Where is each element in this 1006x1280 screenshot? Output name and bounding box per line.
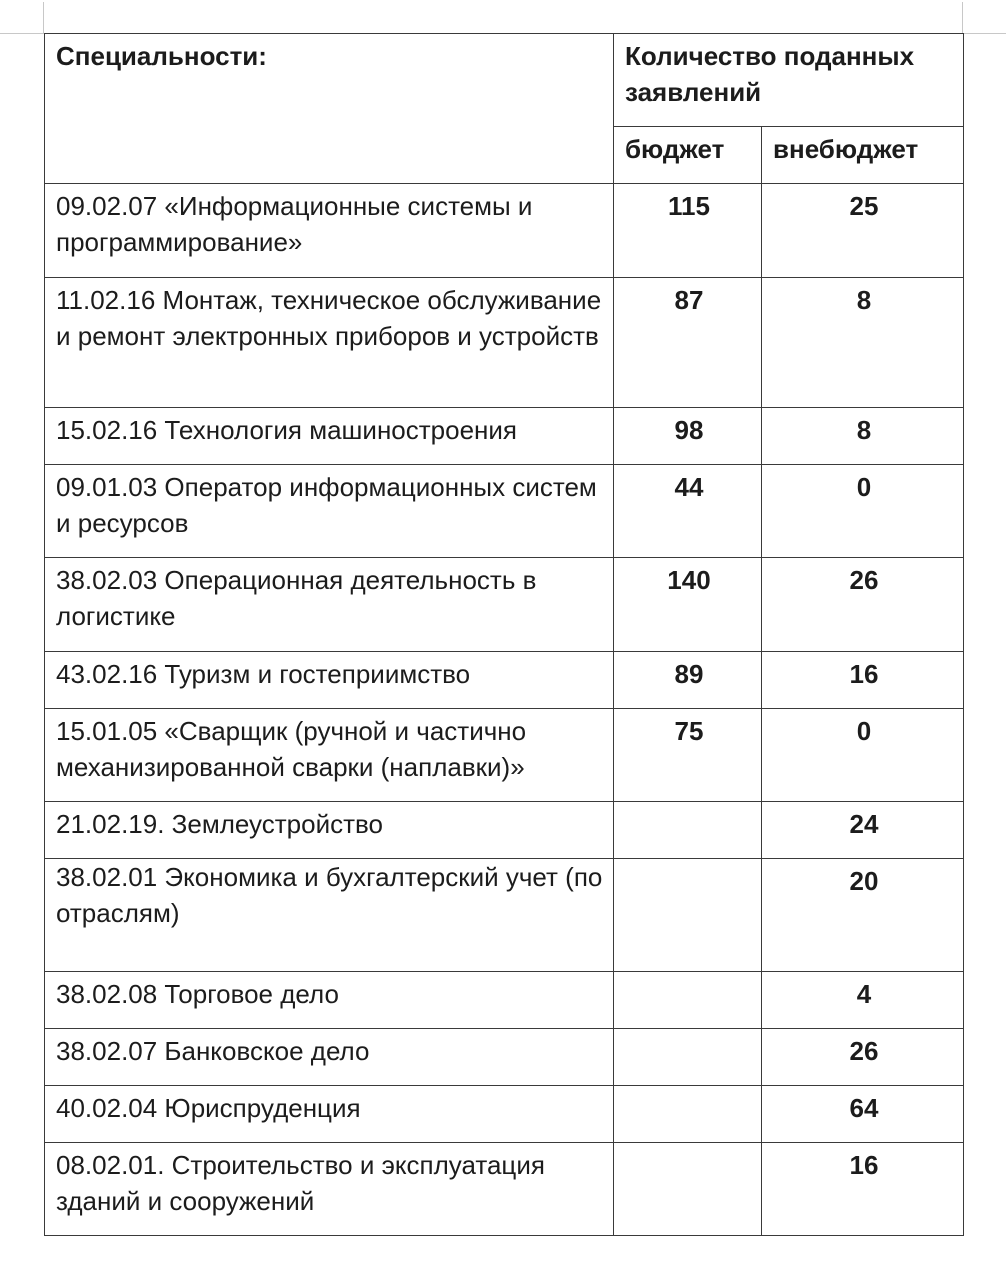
margin-corner-mark <box>962 2 963 34</box>
table-row <box>45 465 964 558</box>
row-non-budget: 8 <box>762 278 964 408</box>
header-budget: бюджет <box>614 127 762 184</box>
row-budget: 89 <box>614 652 762 709</box>
header-applications-count: Количество поданных заявлений <box>614 34 964 127</box>
row-specialty: 09.01.03 Оператор информационных систем и ресурсов <box>45 465 614 558</box>
row-non-budget: 64 <box>762 1086 964 1143</box>
row-budget <box>614 972 762 1029</box>
row-budget: 98 <box>614 408 762 465</box>
table-row <box>45 184 964 278</box>
row-budget <box>614 1143 762 1236</box>
row-budget: 75 <box>614 709 762 802</box>
row-specialty: 38.02.07 Банковское дело <box>45 1029 614 1086</box>
table-row <box>45 972 964 1029</box>
row-non-budget: 16 <box>762 1143 964 1236</box>
row-non-budget: 4 <box>762 972 964 1029</box>
row-non-budget: 0 <box>762 465 964 558</box>
row-non-budget: 0 <box>762 709 964 802</box>
table-row <box>45 859 964 972</box>
header-non-budget: внебюджет <box>762 127 964 184</box>
header-specialty: Специальности: <box>45 34 614 184</box>
row-budget <box>614 1029 762 1086</box>
row-specialty: 38.02.08 Торговое дело <box>45 972 614 1029</box>
row-specialty: 21.02.19. Землеустройство <box>45 802 614 859</box>
header-row <box>45 34 964 127</box>
row-non-budget: 26 <box>762 558 964 652</box>
row-non-budget: 8 <box>762 408 964 465</box>
row-specialty: 15.01.05 «Сварщик (ручной и частично механизированной сварки (наплавки)» <box>45 709 614 802</box>
margin-corner-mark <box>43 2 44 34</box>
row-specialty: 38.02.03 Операционная деятельность в логистике <box>45 558 614 652</box>
row-budget <box>614 802 762 859</box>
margin-corner-mark <box>963 33 1006 34</box>
table-row <box>45 652 964 709</box>
row-non-budget: 24 <box>762 802 964 859</box>
row-budget: 115 <box>614 184 762 278</box>
row-budget: 87 <box>614 278 762 408</box>
row-budget <box>614 859 762 972</box>
row-specialty: 40.02.04 Юриспруденция <box>45 1086 614 1143</box>
table-row <box>45 709 964 802</box>
applications-table <box>44 33 964 1236</box>
row-budget <box>614 1086 762 1143</box>
table-row <box>45 408 964 465</box>
row-specialty: 08.02.01. Строительство и эксплуатация зданий и сооружений <box>45 1143 614 1236</box>
row-specialty: 15.02.16 Технология машиностроения <box>45 408 614 465</box>
row-specialty: 38.02.01 Экономика и бухгалтерский учет (по отраслям) <box>45 859 614 972</box>
row-non-budget: 25 <box>762 184 964 278</box>
row-budget: 44 <box>614 465 762 558</box>
table-row <box>45 278 964 408</box>
row-non-budget: 26 <box>762 1029 964 1086</box>
row-non-budget: 16 <box>762 652 964 709</box>
row-specialty: 43.02.16 Туризм и гостеприимство <box>45 652 614 709</box>
table-row <box>45 558 964 652</box>
row-specialty: 09.02.07 «Информационные системы и программирование» <box>45 184 614 278</box>
row-specialty: 11.02.16 Монтаж, техническое обслуживание и ремонт электронных приборов и устройств <box>45 278 614 408</box>
table-row <box>45 1143 964 1236</box>
table-row <box>45 1029 964 1086</box>
table-row <box>45 802 964 859</box>
row-non-budget: 20 <box>762 859 964 972</box>
table-row <box>45 1086 964 1143</box>
row-budget: 140 <box>614 558 762 652</box>
margin-corner-mark <box>0 33 43 34</box>
